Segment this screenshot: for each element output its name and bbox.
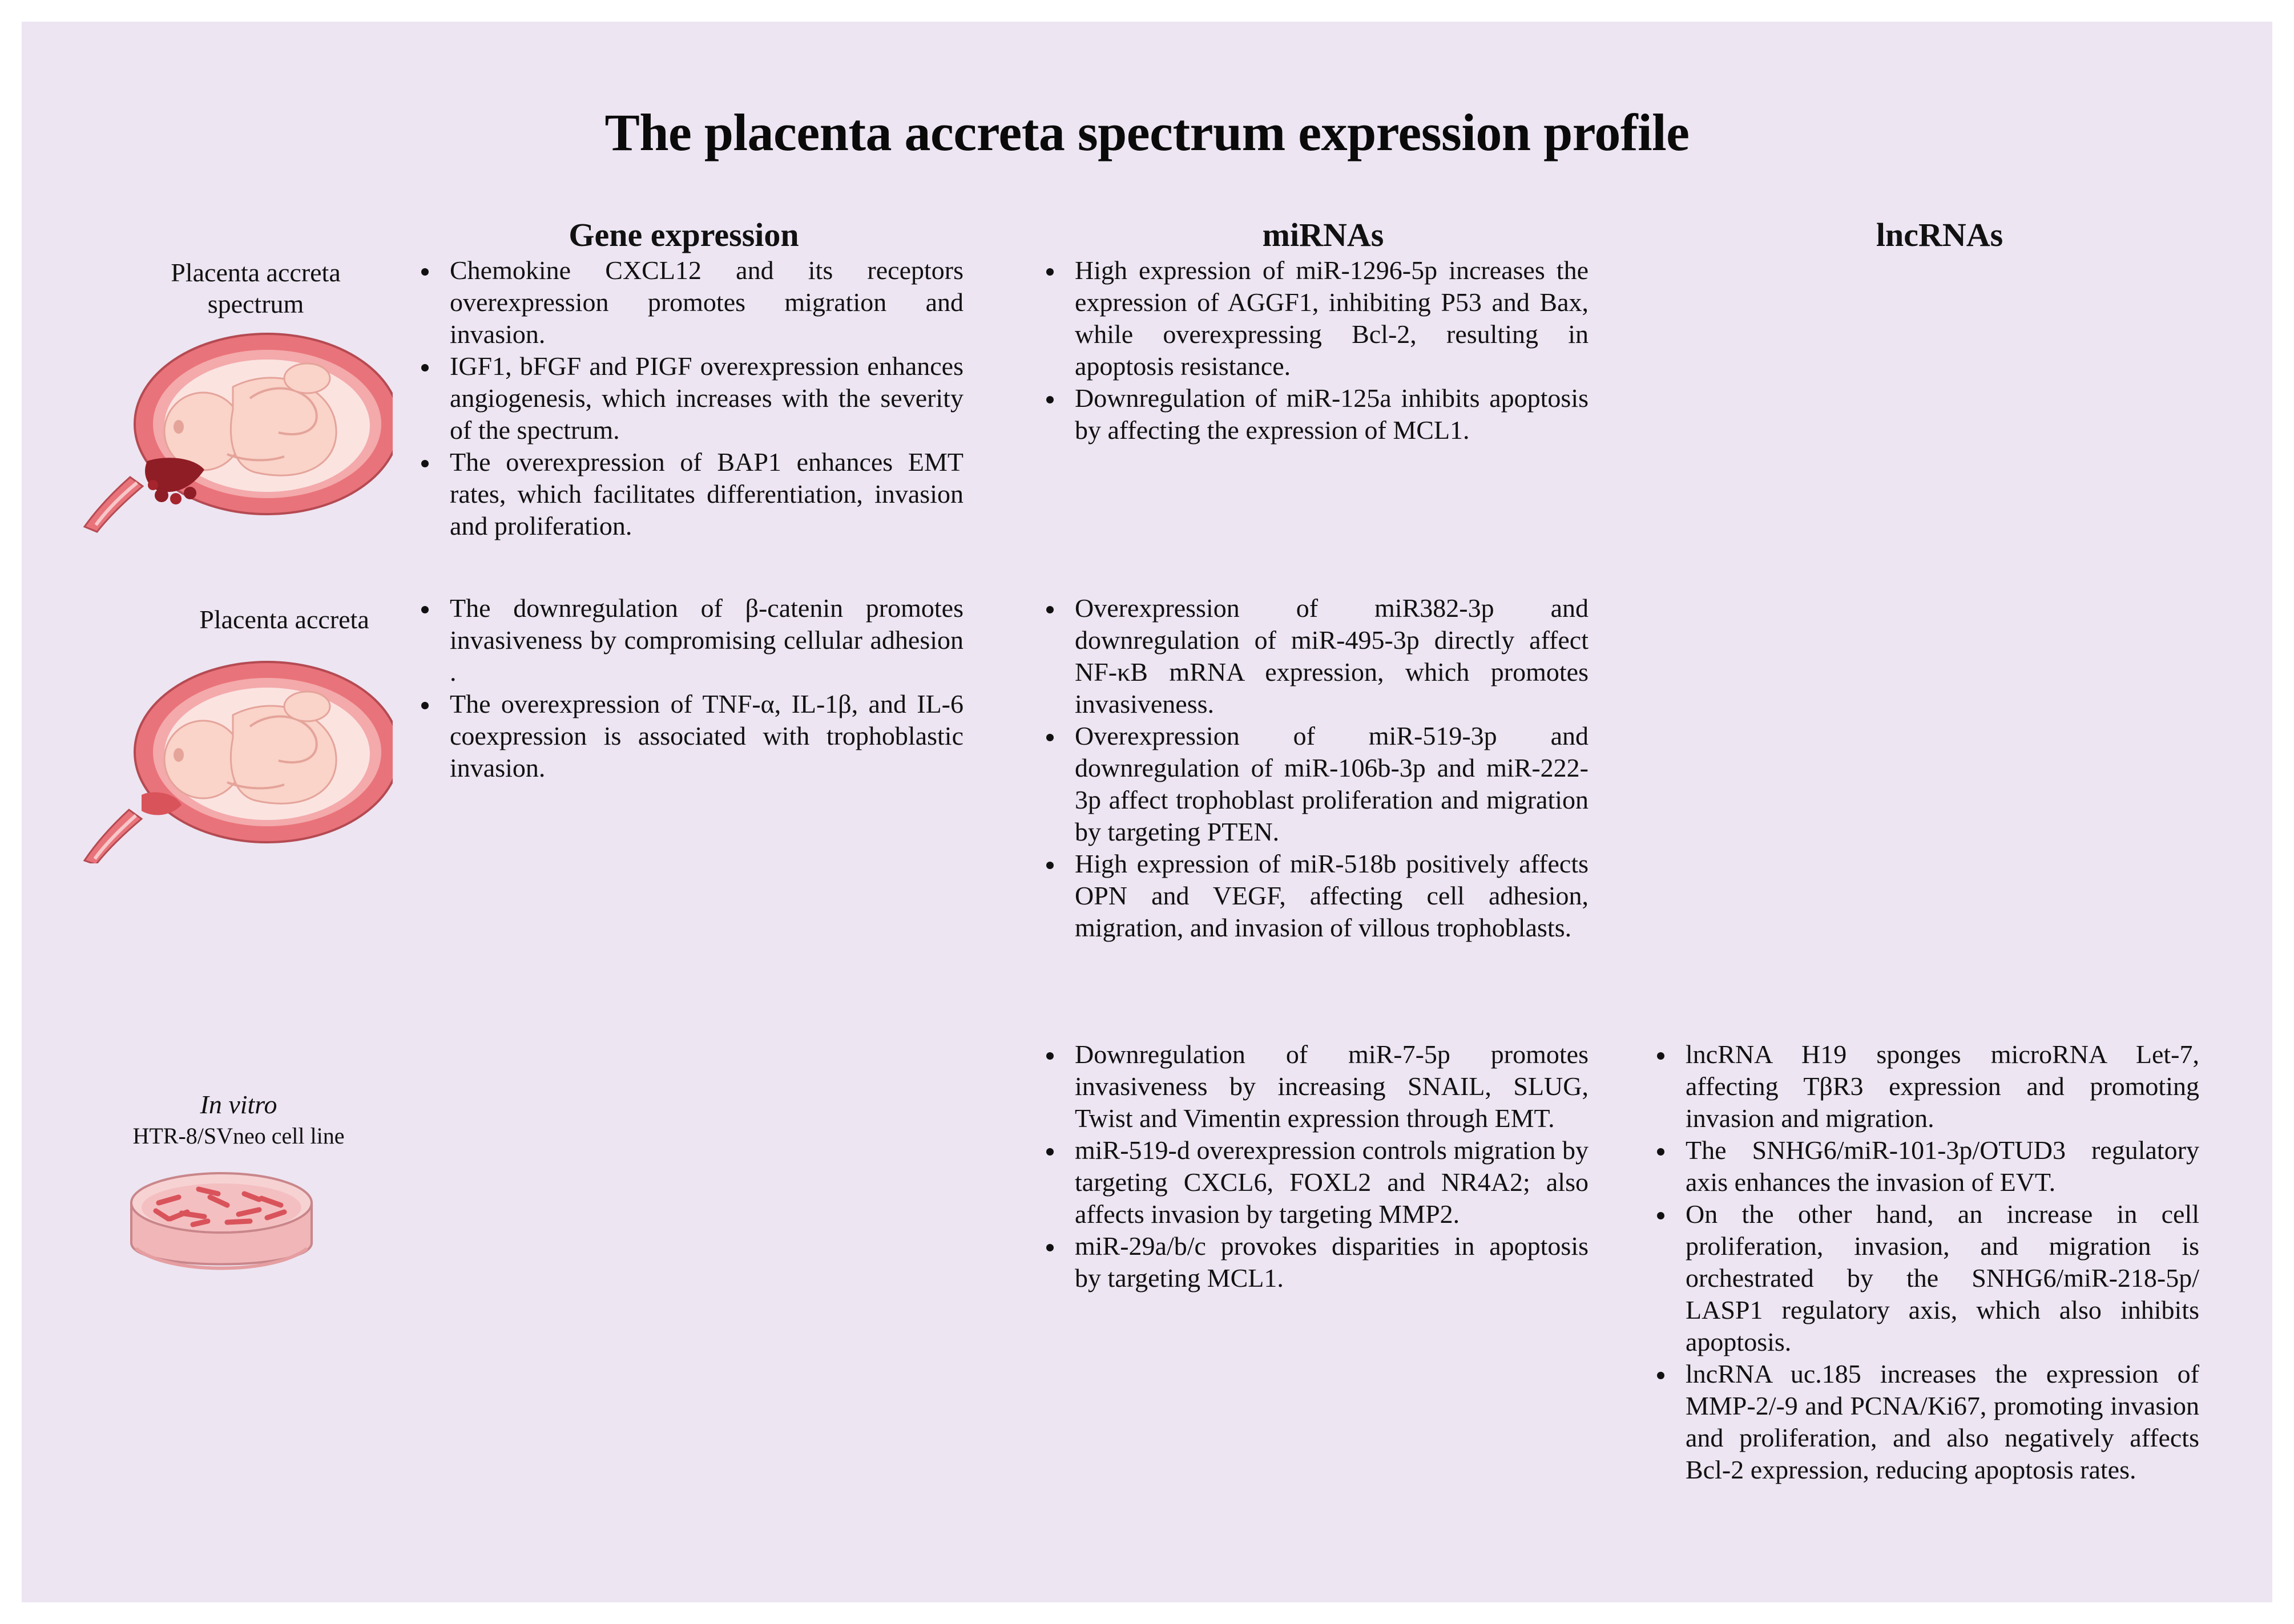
list-item: The downregulation of β-catenin promotes invasiveness by compromising cellular adhesion . (416, 592, 963, 688)
list-item: lncRNA H19 sponges microRNA Let-7, affecting TβR3 expression and promoting invasion and migration. (1651, 1039, 2199, 1134)
pas-mirna-list (1041, 254, 1589, 446)
row-label-line: Placenta accreta (171, 258, 341, 287)
fetus-in-uterus-with-placenta-accreta-icon (62, 324, 393, 535)
row-label-placenta-accreta (136, 604, 433, 635)
figure-title: The placenta accreta spectrum expression profile (604, 103, 1690, 161)
list-item: Overexpression of miR382-3p and downregulation of miR-495-3p directly affect NF-κB mRNA expression, which promotes invasiveness. (1041, 592, 1589, 720)
list-item: lncRNA uc.185 increases the expression of MMP-2/-9 and PCNA/Ki67, promoting invasion and proliferation, and also negatively affects Bcl-2 expression, reducing apoptosis rates. (1651, 1358, 2199, 1486)
column-header-mirnas: miRNAs (1262, 216, 1384, 253)
list-item: The overexpression of BAP1 enhances EMT rates, which facilitates differentiation, invasion and proliferation. (416, 446, 963, 542)
list-item: Chemokine CXCL12 and its receptors overexpression promotes migration and invasion. (416, 254, 963, 350)
pa-gene-expression-list (416, 592, 963, 784)
column-header-gene-expression: Gene expression (569, 216, 799, 253)
list-item: On the other hand, an increase in cell proliferation, invasion, and migration is orchestrated by the SNHG6/miR-218-5p/ LASP1 regulatory axis, which also inhibits apoptosis. (1651, 1198, 2199, 1358)
list-item: Downregulation of miR-7-5p promotes invasiveness by increasing SNAIL, SLUG, Twist and Vimentin expression through EMT. (1041, 1039, 1589, 1134)
list-item: Downregulation of miR-125a inhibits apoptosis by affecting the expression of MCL1. (1041, 382, 1589, 446)
petri-dish-cell-culture-icon (124, 1163, 319, 1288)
figure-panel (22, 22, 2272, 1602)
in-vitro-lncrna-list (1651, 1039, 2199, 1486)
in-vitro-mirna-list (1041, 1039, 1589, 1294)
column-header-lncrnas: lncRNAs (1876, 216, 2003, 253)
row-label-line: Placenta accreta (199, 605, 369, 634)
list-item: High expression of miR-518b positively affects OPN and VEGF, affecting cell adhesion, migration, and invasion of villous trophoblasts. (1041, 848, 1589, 944)
list-item: IGF1, bFGF and PIGF overexpression enhances angiogenesis, which increases with the severity of the spectrum. (416, 350, 963, 446)
pa-mirna-list (1041, 592, 1589, 944)
row-label-line: In vitro (200, 1090, 277, 1119)
row-label-line: spectrum (207, 289, 304, 318)
list-item: The overexpression of TNF-α, IL-1β, and IL-6 coexpression is associated with trophoblastic invasion. (416, 688, 963, 784)
list-item: miR-519-d overexpression controls migration by targeting CXCL6, FOXL2 and NR4A2; also affects invasion by targeting MMP2. (1041, 1134, 1589, 1230)
fetus-in-uterus-icon (62, 652, 393, 863)
row-label-placenta-accreta-spectrum (107, 257, 404, 320)
list-item: High expression of miR-1296-5p increases the expression of AGGF1, inhibiting P53 and Bax, while overexpressing Bcl-2, resulting in apoptosis resistance. (1041, 254, 1589, 382)
pas-gene-expression-list (416, 254, 963, 542)
list-item: The SNHG6/miR-101-3p/OTUD3 regulatory axis enhances the invasion of EVT. (1651, 1134, 2199, 1198)
row-label-in-vitro (90, 1089, 387, 1152)
list-item: Overexpression of miR-519-3p and downregulation of miR-106b-3p and miR-222-3p affect trophoblast proliferation and migration by targeting PTEN. (1041, 720, 1589, 848)
row-label-line: HTR-8/SVneo cell line (132, 1123, 345, 1149)
list-item: miR-29a/b/c provokes disparities in apoptosis by targeting MCL1. (1041, 1230, 1589, 1294)
